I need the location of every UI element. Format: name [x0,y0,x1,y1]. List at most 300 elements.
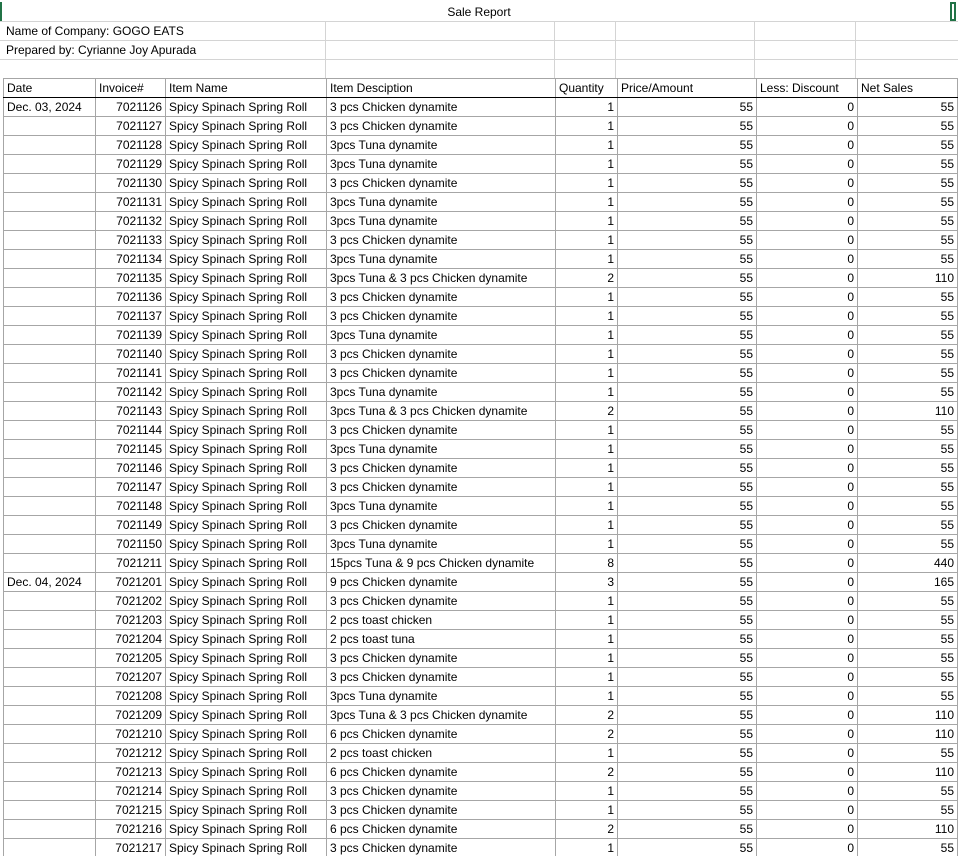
invoice-cell[interactable]: 7021209 [96,706,166,725]
net-sales-cell[interactable]: 55 [858,307,958,326]
item-name-cell[interactable]: Spicy Spinach Spring Roll [166,269,327,288]
price-cell[interactable]: 55 [618,364,757,383]
item-description-cell[interactable]: 2 pcs toast chicken [327,611,556,630]
item-name-cell[interactable]: Spicy Spinach Spring Roll [166,155,327,174]
item-description-cell[interactable]: 3pcs Tuna & 3 pcs Chicken dynamite [327,402,556,421]
item-description-cell[interactable]: 3 pcs Chicken dynamite [327,364,556,383]
item-name-cell[interactable]: Spicy Spinach Spring Roll [166,706,327,725]
quantity-cell[interactable]: 1 [556,250,618,269]
date-cell[interactable] [4,345,96,364]
invoice-cell[interactable]: 7021136 [96,288,166,307]
quantity-cell[interactable]: 2 [556,269,618,288]
quantity-cell[interactable]: 1 [556,231,618,250]
price-cell[interactable]: 55 [618,155,757,174]
quantity-cell[interactable]: 2 [556,706,618,725]
quantity-cell[interactable]: 1 [556,687,618,706]
price-cell[interactable]: 55 [618,345,757,364]
item-description-cell[interactable]: 3pcs Tuna dynamite [327,136,556,155]
invoice-cell[interactable]: 7021212 [96,744,166,763]
discount-cell[interactable]: 0 [757,345,858,364]
net-sales-cell[interactable]: 110 [858,402,958,421]
price-cell[interactable]: 55 [618,478,757,497]
discount-cell[interactable]: 0 [757,535,858,554]
quantity-cell[interactable]: 1 [556,459,618,478]
discount-cell[interactable]: 0 [757,649,858,668]
discount-cell[interactable]: 0 [757,326,858,345]
date-cell[interactable] [4,459,96,478]
price-cell[interactable]: 55 [618,687,757,706]
discount-cell[interactable]: 0 [757,706,858,725]
invoice-cell[interactable]: 7021139 [96,326,166,345]
price-cell[interactable]: 55 [618,725,757,744]
net-sales-cell[interactable]: 55 [858,383,958,402]
invoice-cell[interactable]: 7021216 [96,820,166,839]
quantity-cell[interactable]: 1 [556,839,618,856]
item-name-cell[interactable]: Spicy Spinach Spring Roll [166,136,327,155]
item-name-cell[interactable]: Spicy Spinach Spring Roll [166,725,327,744]
quantity-cell[interactable]: 1 [556,155,618,174]
invoice-cell[interactable]: 7021201 [96,573,166,592]
invoice-cell[interactable]: 7021141 [96,364,166,383]
invoice-cell[interactable]: 7021211 [96,554,166,573]
price-cell[interactable]: 55 [618,763,757,782]
price-cell[interactable]: 55 [618,421,757,440]
net-sales-cell[interactable]: 55 [858,288,958,307]
quantity-cell[interactable]: 3 [556,573,618,592]
date-cell[interactable] [4,611,96,630]
discount-cell[interactable]: 0 [757,763,858,782]
net-sales-cell[interactable]: 55 [858,459,958,478]
discount-cell[interactable]: 0 [757,98,858,117]
item-description-cell[interactable]: 3pcs Tuna dynamite [327,535,556,554]
item-name-cell[interactable]: Spicy Spinach Spring Roll [166,535,327,554]
discount-cell[interactable]: 0 [757,459,858,478]
discount-cell[interactable]: 0 [757,383,858,402]
net-sales-cell[interactable]: 110 [858,820,958,839]
column-header-item-description[interactable]: Item Desciption [327,79,556,98]
item-name-cell[interactable]: Spicy Spinach Spring Roll [166,573,327,592]
net-sales-cell[interactable]: 110 [858,763,958,782]
item-name-cell[interactable]: Spicy Spinach Spring Roll [166,820,327,839]
report-title[interactable]: Sale Report [447,5,511,19]
invoice-cell[interactable]: 7021134 [96,250,166,269]
item-description-cell[interactable]: 3 pcs Chicken dynamite [327,592,556,611]
price-cell[interactable]: 55 [618,193,757,212]
invoice-cell[interactable]: 7021140 [96,345,166,364]
item-description-cell[interactable]: 3 pcs Chicken dynamite [327,459,556,478]
quantity-cell[interactable]: 1 [556,364,618,383]
discount-cell[interactable]: 0 [757,592,858,611]
date-cell[interactable] [4,744,96,763]
quantity-cell[interactable]: 1 [556,535,618,554]
date-cell[interactable] [4,820,96,839]
net-sales-cell[interactable]: 55 [858,516,958,535]
discount-cell[interactable]: 0 [757,307,858,326]
net-sales-cell[interactable]: 55 [858,326,958,345]
date-cell[interactable] [4,516,96,535]
item-description-cell[interactable]: 9 pcs Chicken dynamite [327,573,556,592]
invoice-cell[interactable]: 7021137 [96,307,166,326]
item-description-cell[interactable]: 3pcs Tuna & 3 pcs Chicken dynamite [327,706,556,725]
price-cell[interactable]: 55 [618,516,757,535]
item-description-cell[interactable]: 3 pcs Chicken dynamite [327,98,556,117]
date-cell[interactable] [4,687,96,706]
date-cell[interactable] [4,326,96,345]
date-cell[interactable] [4,554,96,573]
discount-cell[interactable]: 0 [757,288,858,307]
net-sales-cell[interactable]: 55 [858,782,958,801]
discount-cell[interactable]: 0 [757,839,858,856]
date-cell[interactable] [4,497,96,516]
price-cell[interactable]: 55 [618,269,757,288]
date-cell[interactable] [4,174,96,193]
discount-cell[interactable]: 0 [757,402,858,421]
quantity-cell[interactable]: 1 [556,630,618,649]
discount-cell[interactable]: 0 [757,440,858,459]
price-cell[interactable]: 55 [618,326,757,345]
quantity-cell[interactable]: 1 [556,649,618,668]
net-sales-cell[interactable]: 55 [858,649,958,668]
price-cell[interactable]: 55 [618,440,757,459]
date-cell[interactable] [4,649,96,668]
item-name-cell[interactable]: Spicy Spinach Spring Roll [166,345,327,364]
price-cell[interactable]: 55 [618,649,757,668]
price-cell[interactable]: 55 [618,801,757,820]
date-cell[interactable] [4,839,96,856]
date-cell[interactable] [4,193,96,212]
invoice-cell[interactable]: 7021128 [96,136,166,155]
column-header-net-sales[interactable]: Net Sales [858,79,958,98]
net-sales-cell[interactable]: 55 [858,250,958,269]
net-sales-cell[interactable]: 110 [858,725,958,744]
item-name-cell[interactable]: Spicy Spinach Spring Roll [166,250,327,269]
invoice-cell[interactable]: 7021147 [96,478,166,497]
date-cell[interactable]: Dec. 03, 2024 [4,98,96,117]
invoice-cell[interactable]: 7021129 [96,155,166,174]
discount-cell[interactable]: 0 [757,478,858,497]
quantity-cell[interactable]: 1 [556,421,618,440]
quantity-cell[interactable]: 1 [556,440,618,459]
price-cell[interactable]: 55 [618,535,757,554]
item-name-cell[interactable]: Spicy Spinach Spring Roll [166,421,327,440]
item-description-cell[interactable]: 3 pcs Chicken dynamite [327,288,556,307]
invoice-cell[interactable]: 7021204 [96,630,166,649]
net-sales-cell[interactable]: 55 [858,478,958,497]
quantity-cell[interactable]: 2 [556,820,618,839]
quantity-cell[interactable]: 1 [556,592,618,611]
invoice-cell[interactable]: 7021148 [96,497,166,516]
net-sales-cell[interactable]: 55 [858,117,958,136]
quantity-cell[interactable]: 1 [556,345,618,364]
discount-cell[interactable]: 0 [757,212,858,231]
net-sales-cell[interactable]: 110 [858,706,958,725]
discount-cell[interactable]: 0 [757,174,858,193]
item-name-cell[interactable]: Spicy Spinach Spring Roll [166,516,327,535]
quantity-cell[interactable]: 2 [556,402,618,421]
item-name-cell[interactable]: Spicy Spinach Spring Roll [166,687,327,706]
item-name-cell[interactable]: Spicy Spinach Spring Roll [166,801,327,820]
item-description-cell[interactable]: 3 pcs Chicken dynamite [327,668,556,687]
quantity-cell[interactable]: 1 [556,174,618,193]
item-description-cell[interactable]: 3 pcs Chicken dynamite [327,345,556,364]
price-cell[interactable]: 55 [618,307,757,326]
date-cell[interactable] [4,117,96,136]
item-description-cell[interactable]: 3 pcs Chicken dynamite [327,649,556,668]
item-description-cell[interactable]: 3 pcs Chicken dynamite [327,782,556,801]
net-sales-cell[interactable]: 55 [858,630,958,649]
invoice-cell[interactable]: 7021217 [96,839,166,856]
item-name-cell[interactable]: Spicy Spinach Spring Roll [166,649,327,668]
date-cell[interactable] [4,706,96,725]
item-name-cell[interactable]: Spicy Spinach Spring Roll [166,459,327,478]
invoice-cell[interactable]: 7021130 [96,174,166,193]
company-name[interactable]: Name of Company: GOGO EATS [6,24,184,38]
discount-cell[interactable]: 0 [757,497,858,516]
net-sales-cell[interactable]: 55 [858,611,958,630]
net-sales-cell[interactable]: 110 [858,269,958,288]
quantity-cell[interactable]: 2 [556,725,618,744]
item-description-cell[interactable]: 3 pcs Chicken dynamite [327,478,556,497]
discount-cell[interactable]: 0 [757,554,858,573]
invoice-cell[interactable]: 7021144 [96,421,166,440]
net-sales-cell[interactable]: 55 [858,421,958,440]
item-name-cell[interactable]: Spicy Spinach Spring Roll [166,497,327,516]
item-name-cell[interactable]: Spicy Spinach Spring Roll [166,554,327,573]
invoice-cell[interactable]: 7021135 [96,269,166,288]
net-sales-cell[interactable]: 55 [858,440,958,459]
date-cell[interactable] [4,668,96,687]
net-sales-cell[interactable]: 55 [858,839,958,856]
invoice-cell[interactable]: 7021133 [96,231,166,250]
item-name-cell[interactable]: Spicy Spinach Spring Roll [166,402,327,421]
discount-cell[interactable]: 0 [757,668,858,687]
price-cell[interactable]: 55 [618,402,757,421]
discount-cell[interactable]: 0 [757,117,858,136]
net-sales-cell[interactable]: 55 [858,212,958,231]
item-description-cell[interactable]: 6 pcs Chicken dynamite [327,763,556,782]
item-description-cell[interactable]: 3pcs Tuna dynamite [327,193,556,212]
item-name-cell[interactable]: Spicy Spinach Spring Roll [166,839,327,856]
date-cell[interactable] [4,364,96,383]
quantity-cell[interactable]: 1 [556,497,618,516]
discount-cell[interactable]: 0 [757,364,858,383]
date-cell[interactable] [4,630,96,649]
date-cell[interactable] [4,136,96,155]
price-cell[interactable]: 55 [618,383,757,402]
column-header-item-name[interactable]: Item Name [166,79,327,98]
net-sales-cell[interactable]: 55 [858,592,958,611]
discount-cell[interactable]: 0 [757,155,858,174]
net-sales-cell[interactable]: 55 [858,136,958,155]
invoice-cell[interactable]: 7021142 [96,383,166,402]
item-description-cell[interactable]: 3pcs Tuna dynamite [327,155,556,174]
net-sales-cell[interactable]: 55 [858,98,958,117]
net-sales-cell[interactable]: 55 [858,668,958,687]
item-name-cell[interactable]: Spicy Spinach Spring Roll [166,592,327,611]
item-description-cell[interactable]: 3pcs Tuna dynamite [327,497,556,516]
invoice-cell[interactable]: 7021127 [96,117,166,136]
item-description-cell[interactable]: 3pcs Tuna dynamite [327,250,556,269]
item-name-cell[interactable]: Spicy Spinach Spring Roll [166,231,327,250]
date-cell[interactable] [4,421,96,440]
net-sales-cell[interactable]: 55 [858,193,958,212]
date-cell[interactable] [4,212,96,231]
quantity-cell[interactable]: 1 [556,326,618,345]
invoice-cell[interactable]: 7021215 [96,801,166,820]
price-cell[interactable]: 55 [618,288,757,307]
item-name-cell[interactable]: Spicy Spinach Spring Roll [166,288,327,307]
item-description-cell[interactable]: 3 pcs Chicken dynamite [327,174,556,193]
item-name-cell[interactable]: Spicy Spinach Spring Roll [166,326,327,345]
invoice-cell[interactable]: 7021208 [96,687,166,706]
date-cell[interactable] [4,288,96,307]
net-sales-cell[interactable]: 55 [858,497,958,516]
column-header-discount[interactable]: Less: Discount [757,79,858,98]
column-header-date[interactable]: Date [4,79,96,98]
date-cell[interactable] [4,402,96,421]
discount-cell[interactable]: 0 [757,573,858,592]
invoice-cell[interactable]: 7021150 [96,535,166,554]
discount-cell[interactable]: 0 [757,744,858,763]
item-name-cell[interactable]: Spicy Spinach Spring Roll [166,364,327,383]
discount-cell[interactable]: 0 [757,801,858,820]
quantity-cell[interactable]: 1 [556,212,618,231]
discount-cell[interactable]: 0 [757,269,858,288]
discount-cell[interactable]: 0 [757,725,858,744]
date-cell[interactable] [4,231,96,250]
item-description-cell[interactable]: 3 pcs Chicken dynamite [327,117,556,136]
price-cell[interactable]: 55 [618,744,757,763]
price-cell[interactable]: 55 [618,212,757,231]
column-header-price[interactable]: Price/Amount [618,79,757,98]
quantity-cell[interactable]: 1 [556,744,618,763]
item-description-cell[interactable]: 3 pcs Chicken dynamite [327,421,556,440]
quantity-cell[interactable]: 1 [556,782,618,801]
invoice-cell[interactable]: 7021202 [96,592,166,611]
column-header-invoice[interactable]: Invoice# [96,79,166,98]
quantity-cell[interactable]: 1 [556,98,618,117]
item-name-cell[interactable]: Spicy Spinach Spring Roll [166,174,327,193]
item-name-cell[interactable]: Spicy Spinach Spring Roll [166,744,327,763]
date-cell[interactable]: Dec. 04, 2024 [4,573,96,592]
invoice-cell[interactable]: 7021210 [96,725,166,744]
net-sales-cell[interactable]: 55 [858,174,958,193]
price-cell[interactable]: 55 [618,98,757,117]
price-cell[interactable]: 55 [618,706,757,725]
item-description-cell[interactable]: 3pcs Tuna dynamite [327,440,556,459]
item-name-cell[interactable]: Spicy Spinach Spring Roll [166,763,327,782]
date-cell[interactable] [4,782,96,801]
invoice-cell[interactable]: 7021132 [96,212,166,231]
date-cell[interactable] [4,725,96,744]
invoice-cell[interactable]: 7021203 [96,611,166,630]
quantity-cell[interactable]: 1 [556,668,618,687]
item-description-cell[interactable]: 2 pcs toast chicken [327,744,556,763]
item-name-cell[interactable]: Spicy Spinach Spring Roll [166,212,327,231]
date-cell[interactable] [4,478,96,497]
discount-cell[interactable]: 0 [757,421,858,440]
item-description-cell[interactable]: 2 pcs toast tuna [327,630,556,649]
item-name-cell[interactable]: Spicy Spinach Spring Roll [166,98,327,117]
discount-cell[interactable]: 0 [757,687,858,706]
item-description-cell[interactable]: 15pcs Tuna & 9 pcs Chicken dynamite [327,554,556,573]
date-cell[interactable] [4,250,96,269]
item-description-cell[interactable]: 3 pcs Chicken dynamite [327,231,556,250]
price-cell[interactable]: 55 [618,554,757,573]
item-name-cell[interactable]: Spicy Spinach Spring Roll [166,478,327,497]
item-name-cell[interactable]: Spicy Spinach Spring Roll [166,193,327,212]
net-sales-cell[interactable]: 55 [858,364,958,383]
quantity-cell[interactable]: 2 [556,763,618,782]
item-name-cell[interactable]: Spicy Spinach Spring Roll [166,630,327,649]
invoice-cell[interactable]: 7021213 [96,763,166,782]
quantity-cell[interactable]: 1 [556,611,618,630]
date-cell[interactable] [4,801,96,820]
net-sales-cell[interactable]: 55 [858,744,958,763]
item-name-cell[interactable]: Spicy Spinach Spring Roll [166,383,327,402]
prepared-by[interactable]: Prepared by: Cyrianne Joy Apurada [6,43,197,57]
item-name-cell[interactable]: Spicy Spinach Spring Roll [166,307,327,326]
discount-cell[interactable]: 0 [757,193,858,212]
invoice-cell[interactable]: 7021146 [96,459,166,478]
quantity-cell[interactable]: 1 [556,307,618,326]
invoice-cell[interactable]: 7021131 [96,193,166,212]
net-sales-cell[interactable]: 55 [858,801,958,820]
net-sales-cell[interactable]: 55 [858,231,958,250]
price-cell[interactable]: 55 [618,820,757,839]
date-cell[interactable] [4,155,96,174]
item-description-cell[interactable]: 3pcs Tuna dynamite [327,383,556,402]
item-description-cell[interactable]: 3pcs Tuna & 3 pcs Chicken dynamite [327,269,556,288]
invoice-cell[interactable]: 7021205 [96,649,166,668]
item-description-cell[interactable]: 3 pcs Chicken dynamite [327,307,556,326]
discount-cell[interactable]: 0 [757,516,858,535]
discount-cell[interactable]: 0 [757,136,858,155]
price-cell[interactable]: 55 [618,231,757,250]
quantity-cell[interactable]: 1 [556,193,618,212]
item-name-cell[interactable]: Spicy Spinach Spring Roll [166,611,327,630]
price-cell[interactable]: 55 [618,668,757,687]
item-name-cell[interactable]: Spicy Spinach Spring Roll [166,668,327,687]
invoice-cell[interactable]: 7021207 [96,668,166,687]
discount-cell[interactable]: 0 [757,630,858,649]
quantity-cell[interactable]: 1 [556,383,618,402]
quantity-cell[interactable]: 1 [556,117,618,136]
date-cell[interactable] [4,307,96,326]
invoice-cell[interactable]: 7021143 [96,402,166,421]
item-description-cell[interactable]: 3 pcs Chicken dynamite [327,516,556,535]
item-name-cell[interactable]: Spicy Spinach Spring Roll [166,117,327,136]
discount-cell[interactable]: 0 [757,611,858,630]
discount-cell[interactable]: 0 [757,820,858,839]
price-cell[interactable]: 55 [618,174,757,193]
item-name-cell[interactable]: Spicy Spinach Spring Roll [166,782,327,801]
price-cell[interactable]: 55 [618,592,757,611]
price-cell[interactable]: 55 [618,459,757,478]
quantity-cell[interactable]: 1 [556,478,618,497]
invoice-cell[interactable]: 7021214 [96,782,166,801]
item-description-cell[interactable]: 3pcs Tuna dynamite [327,212,556,231]
quantity-cell[interactable]: 1 [556,288,618,307]
price-cell[interactable]: 55 [618,136,757,155]
price-cell[interactable]: 55 [618,250,757,269]
net-sales-cell[interactable]: 55 [858,155,958,174]
quantity-cell[interactable]: 1 [556,136,618,155]
discount-cell[interactable]: 0 [757,782,858,801]
date-cell[interactable] [4,535,96,554]
item-description-cell[interactable]: 3 pcs Chicken dynamite [327,801,556,820]
item-name-cell[interactable]: Spicy Spinach Spring Roll [166,440,327,459]
